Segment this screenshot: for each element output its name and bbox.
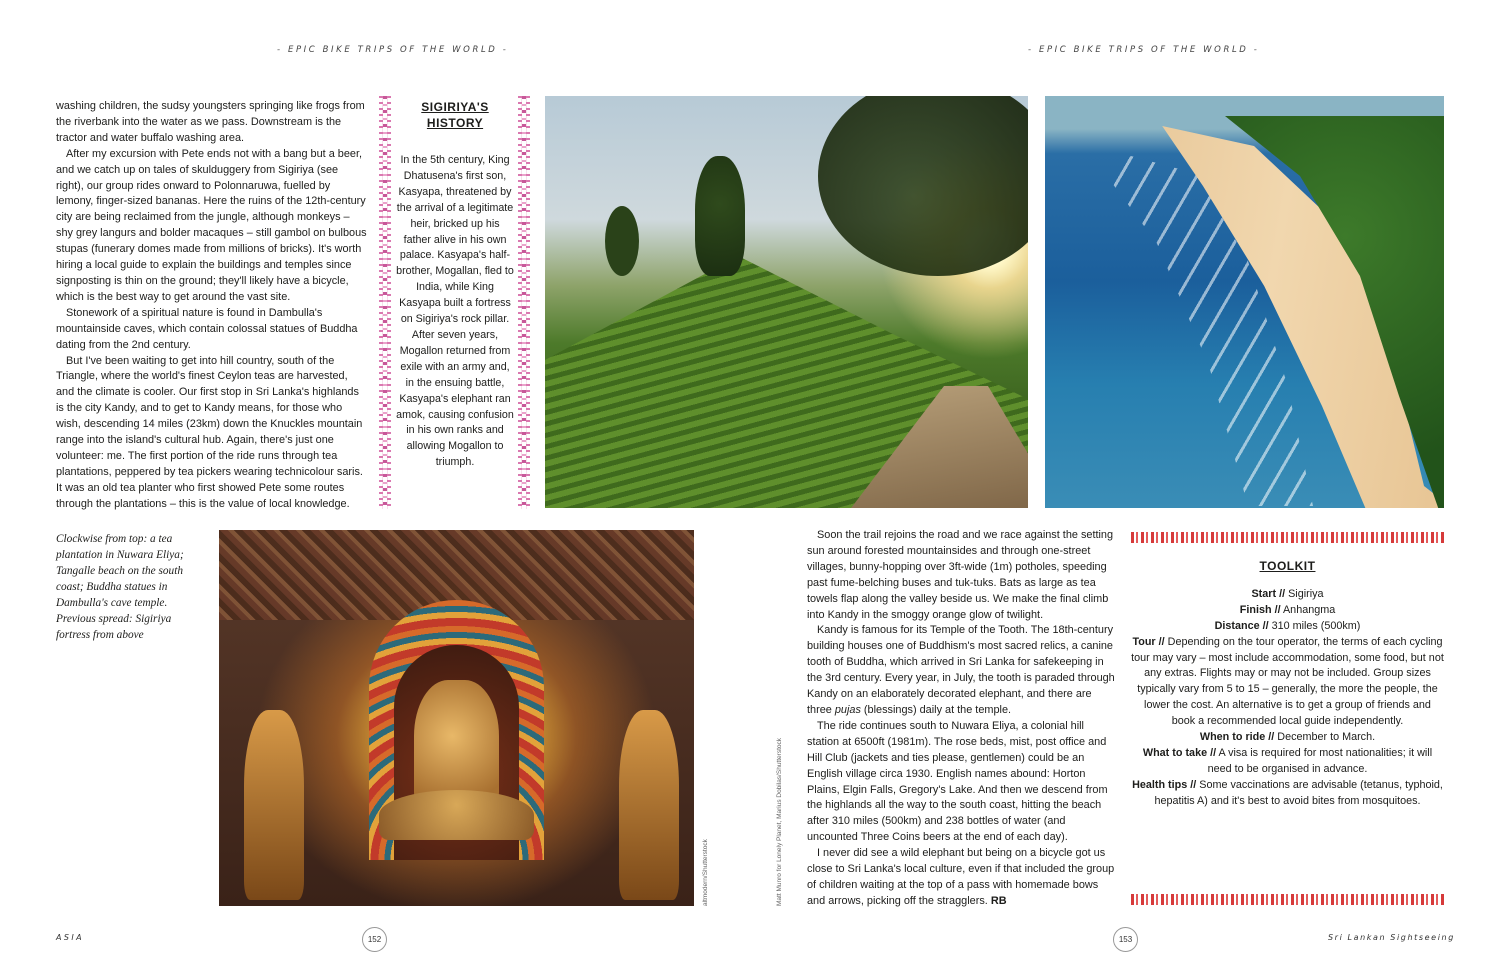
toolkit-box <box>1131 559 1444 810</box>
toolkit-title: TOOLKIT <box>1259 559 1316 573</box>
decorative-border-right <box>518 96 530 509</box>
toolkit-item <box>1131 730 1444 746</box>
article-paragraph: washing children, the sudsy youngsters springing like frogs from the riverbank into the water as we pass. Downstream is the tractor and water buffalo washing area. <box>56 100 365 144</box>
toolkit-value: Some vaccinations are advisable (tetanus, typhoid, hepatitis A) and it's best to avoid bites from mosquitoes. <box>1154 778 1443 807</box>
section-label-right: Sri Lankan Sightseeing <box>1328 933 1455 942</box>
photo-credit: altmodern/Shutterstock <box>702 839 709 906</box>
toolkit-label: Health tips // <box>1132 778 1197 791</box>
toolkit-item <box>1131 635 1444 730</box>
buddha-base-shape <box>379 790 534 840</box>
photo-dambulla-buddha <box>219 530 694 906</box>
tree-shape <box>695 156 745 276</box>
toolkit-value: 310 miles (500km) <box>1268 619 1361 632</box>
author-initials: RB <box>990 894 1007 907</box>
toolkit-label: What to take // <box>1142 746 1217 759</box>
toolkit-label: When to ride // <box>1199 731 1275 744</box>
article-paragraph: After my excursion with Pete ends not with a bang but a beer, and we catch up on tales of skulduggery from Sigiriya (see right), our group rides onward to Polonnaruwa, fuelled by lemony, finger-sized bananas. Here the ruins of the 12th-century city are being reclaimed from the jungle, although monkeys – shy grey langurs and bolder macaques – still gambol on bulbous stupas (funerary domes made from millions of bricks). It's worth hiring a local guide to explain the buildings and temples since signposting is thin on the ground; they'll likely have a bicycle, which is the best way to get around the vast site. <box>56 147 367 303</box>
toolkit-item <box>1131 778 1444 810</box>
text-run: I never did see a wild elephant but being on a bicycle got us close to Sri Lanka's local culture, even if that included the group of children waiting at the top of a pass with homemade bows and arrows, picking off the stragglers. <box>807 847 1115 907</box>
page-number-right: 153 <box>1113 927 1138 952</box>
photo-credit: Matt Munro for Lonely Planet, Marius Dobilas/Shutterstock <box>776 738 783 906</box>
article-paragraph: Soon the trail rejoins the road and we race against the setting sun around forested mountainsides and through one-street villages, bunny-hopping over 3ft-wide (1m) potholes, speeding past fume-belching buses and tuk-tuks. Bats as large as tea towels flap along the valley beside us. We make the final climb into Kandy in the smoggy orange glow of twilight. <box>807 529 1114 621</box>
toolkit-value: A visa is required for most nationalities; it will need to be organised in advance. <box>1207 746 1433 775</box>
sidebar-sigiriya-history <box>396 99 514 471</box>
photo-tangalle-beach <box>1045 96 1444 508</box>
toolkit-item <box>1131 603 1444 619</box>
italic-term: pujas <box>834 703 861 716</box>
article-paragraph <box>807 846 1117 910</box>
canopy-shape <box>818 96 1028 276</box>
text-run: Kandy is famous for its Temple of the Tooth. The 18th-century building houses one of Buddhism's most sacred relics, a canine tooth of Buddha, which arrived in Sri Lanka for safekeeping in the 3rd century. Every year, in July, the tooth is paraded through Kandy on an elaborately decorated elephant, and there are three <box>807 624 1115 716</box>
toolkit-label: Finish // <box>1239 603 1281 616</box>
sidebar-title-line2: HISTORY <box>426 116 484 130</box>
article-paragraph: But I've been waiting to get into hill country, south of the Triangle, where the world's finest Ceylon teas are harvested, and the climate is cooler. Our first stop in Sri Lanka's highlands is the city Kandy, and to get to Kandy means, for those who wish, descending 14 miles (23km) down the Knuckles mountain range into the island's cultural hub. Again, there's just one volunteer: me. The first portion of the ride runs through tea plantations, peppered by tea pickers wearing technicolour saris. It was an old tea planter who first showed Pete some routes through the plantations – this is the value of local knowledge. <box>56 354 363 510</box>
toolkit-value: December to March. <box>1274 731 1376 744</box>
toolkit-border-bottom <box>1131 894 1444 905</box>
toolkit-value: Depending on the tour operator, the terms of each cycling tour may vary – most include accommodation, some food, but not any extras. Flights may or may not be included. Group sizes typically vary from 5 to 15 – generally, the more the people, the lower the cost. An alternative is to get a group of friends and book a recommended local guide independently. <box>1131 635 1444 728</box>
toolkit-label: Distance // <box>1214 619 1269 632</box>
text-run: (blessings) daily at the temple. <box>860 703 1012 716</box>
toolkit-item <box>1131 619 1444 635</box>
article-column-left <box>56 99 368 513</box>
toolkit-item <box>1131 746 1444 778</box>
article-paragraph: The ride continues south to Nuwara Eliya, a colonial hill station at 6500ft (1981m). The rose beds, mist, post office and Hill Club (jackets and ties please, gentlemen) could be an English village circa 1930. English names abound: Horton Plains, Elgin Falls, Gregory's Lake. And then we descend from the highlands all the way to the south coast, hitting the beach after 310 miles (500km) and 238 bottles of water (and uncounted Three Coins beers at the end of each day). <box>807 719 1108 844</box>
toolkit-item <box>1131 587 1444 603</box>
sidebar-title <box>396 99 514 131</box>
toolkit-border-top <box>1131 532 1444 543</box>
tree-shape <box>605 206 639 276</box>
toolkit-label: Start // <box>1251 587 1286 600</box>
toolkit-value: Anhangma <box>1280 603 1336 616</box>
page-number-left: 152 <box>362 927 387 952</box>
standing-statue-shape <box>244 710 304 900</box>
article-paragraph: Stonework of a spiritual nature is found in Dambulla's mountainside caves, which contain colossal statues of Buddha dating from the 2nd century. <box>56 306 358 351</box>
running-head-right: - EPIC BIKE TRIPS OF THE WORLD - <box>1028 45 1260 55</box>
decorative-border-left <box>379 96 391 509</box>
photo-tea-plantation <box>545 96 1028 508</box>
standing-statue-shape <box>619 710 679 900</box>
article-paragraph <box>807 623 1117 718</box>
photo-caption: Clockwise from top: a tea plantation in Nuwara Eliya; Tangalle beach on the south coast; Buddha statues in Dambulla's cave temple. Previous spread: Sigiriya fortress from above <box>56 533 184 641</box>
sidebar-title-line1: SIGIRIYA'S <box>421 100 489 114</box>
running-head-left: - EPIC BIKE TRIPS OF THE WORLD - <box>277 45 509 55</box>
sidebar-text: In the 5th century, King Dhatusena's first son, Kasyapa, threatened by the arrival of a legitimate heir, bricked up his father alive in his own palace. Kasyapa's half-brother, Mogallan, fled to India, while King Kasyapa built a fortress on Sigiriya's rock pillar. After seven years, Mogallon returned from exile with an army and, in the ensuing battle, Kasyapa's elephant ran amok, causing confusion in his own ranks and allowing Mogallon to triumph. <box>396 154 514 469</box>
section-label-left: ASIA <box>56 933 84 942</box>
toolkit-value: Sigiriya <box>1285 587 1324 600</box>
article-column-right <box>807 528 1117 910</box>
toolkit-label: Tour // <box>1132 635 1165 648</box>
